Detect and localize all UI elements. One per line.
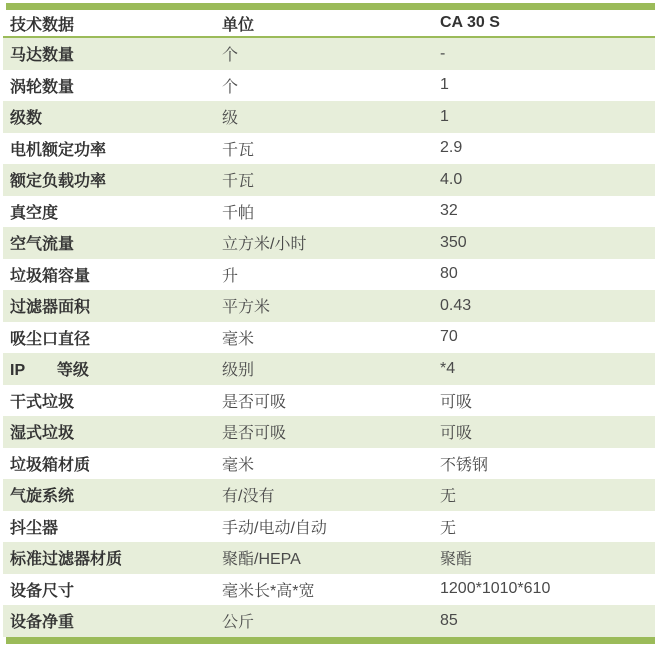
row-label: 额定负载功率 bbox=[10, 173, 107, 191]
table-row bbox=[3, 479, 655, 511]
row-value: 80 bbox=[440, 265, 458, 283]
header-tech-data: 技术数据 bbox=[10, 16, 75, 34]
row-label: 垃圾箱容量 bbox=[10, 267, 91, 285]
row-value: 4.0 bbox=[440, 170, 463, 188]
row-unit: 千帕 bbox=[222, 204, 255, 222]
table-row bbox=[3, 416, 655, 448]
table-row bbox=[3, 353, 655, 385]
row-value: 85 bbox=[440, 611, 458, 629]
row-label: 垃圾箱材质 bbox=[10, 456, 91, 474]
row-label: 气旋系统 bbox=[10, 488, 75, 506]
row-value: - bbox=[440, 44, 446, 62]
table-row bbox=[3, 511, 655, 543]
row-value: 350 bbox=[440, 233, 467, 251]
row-label: 吸尘口直径 bbox=[10, 330, 91, 348]
row-label: 抖尘器 bbox=[10, 519, 59, 537]
table-row bbox=[3, 385, 655, 417]
table-row bbox=[3, 259, 655, 291]
row-value: 可吸 bbox=[440, 425, 473, 443]
row-unit: 毫米长*高*宽 bbox=[222, 582, 315, 600]
row-label: 级数 bbox=[10, 110, 43, 128]
row-value: 1 bbox=[440, 107, 449, 125]
row-unit: 级 bbox=[222, 110, 239, 128]
row-label: 空气流量 bbox=[10, 236, 75, 254]
row-value: 无 bbox=[440, 519, 457, 537]
row-unit: 是否可吸 bbox=[222, 393, 287, 411]
table-row bbox=[3, 101, 655, 133]
row-label: 电机额定功率 bbox=[10, 141, 107, 159]
row-label: 过滤器面积 bbox=[10, 299, 91, 317]
row-label: 标准过滤器材质 bbox=[10, 551, 123, 569]
row-value: 1200*1010*610 bbox=[440, 580, 551, 598]
row-label: 湿式垃圾 bbox=[10, 425, 75, 443]
row-value: 可吸 bbox=[440, 393, 473, 411]
row-unit: 千瓦 bbox=[222, 173, 255, 191]
row-unit: 千瓦 bbox=[222, 141, 255, 159]
table-row bbox=[3, 322, 655, 354]
row-value: 70 bbox=[440, 328, 458, 346]
table-row bbox=[3, 605, 655, 637]
row-label: 马达数量 bbox=[10, 47, 75, 65]
row-unit: 有/没有 bbox=[222, 488, 275, 506]
row-unit: 公斤 bbox=[222, 614, 255, 632]
header-model-ca30s: CA 30 S bbox=[440, 14, 500, 31]
table-top-border bbox=[6, 3, 655, 10]
row-unit: 个 bbox=[222, 78, 239, 96]
row-unit: 升 bbox=[222, 267, 239, 285]
row-unit: 级别 bbox=[222, 362, 255, 380]
table-row bbox=[3, 196, 655, 228]
table-row bbox=[3, 290, 655, 322]
row-unit: 毫米 bbox=[222, 330, 255, 348]
row-value: 2.9 bbox=[440, 139, 463, 157]
table-row bbox=[3, 70, 655, 102]
table-row bbox=[3, 38, 655, 70]
table-header-row bbox=[3, 10, 655, 36]
table-row bbox=[3, 227, 655, 259]
row-value: 不锈钢 bbox=[440, 456, 489, 474]
row-value: 32 bbox=[440, 202, 458, 220]
row-value: 0.43 bbox=[440, 296, 472, 314]
row-unit: 个 bbox=[222, 47, 239, 65]
row-label: 真空度 bbox=[10, 204, 59, 222]
table-row bbox=[3, 542, 655, 574]
table-row bbox=[3, 574, 655, 606]
row-unit: 手动/电动/自动 bbox=[222, 519, 327, 537]
row-unit: 是否可吸 bbox=[222, 425, 287, 443]
row-label: 设备净重 bbox=[10, 614, 75, 632]
header-unit: 单位 bbox=[222, 16, 255, 34]
table-body bbox=[0, 38, 662, 637]
row-unit: 聚酯/HEPA bbox=[222, 551, 301, 569]
table-row bbox=[3, 164, 655, 196]
row-value: 1 bbox=[440, 76, 449, 94]
row-value: 无 bbox=[440, 488, 457, 506]
row-label: 涡轮数量 bbox=[10, 78, 75, 96]
row-value: *4 bbox=[440, 359, 456, 377]
row-unit: 毫米 bbox=[222, 456, 255, 474]
row-value: 聚酯 bbox=[440, 551, 473, 569]
row-label: 设备尺寸 bbox=[10, 582, 75, 600]
table-bottom-border bbox=[6, 637, 655, 644]
table-row bbox=[3, 133, 655, 165]
row-unit: 平方米 bbox=[222, 299, 271, 317]
table-row bbox=[3, 448, 655, 480]
row-label: IP 等级 bbox=[10, 362, 89, 380]
row-label: 干式垃圾 bbox=[10, 393, 75, 411]
row-unit: 立方米/小时 bbox=[222, 236, 307, 254]
